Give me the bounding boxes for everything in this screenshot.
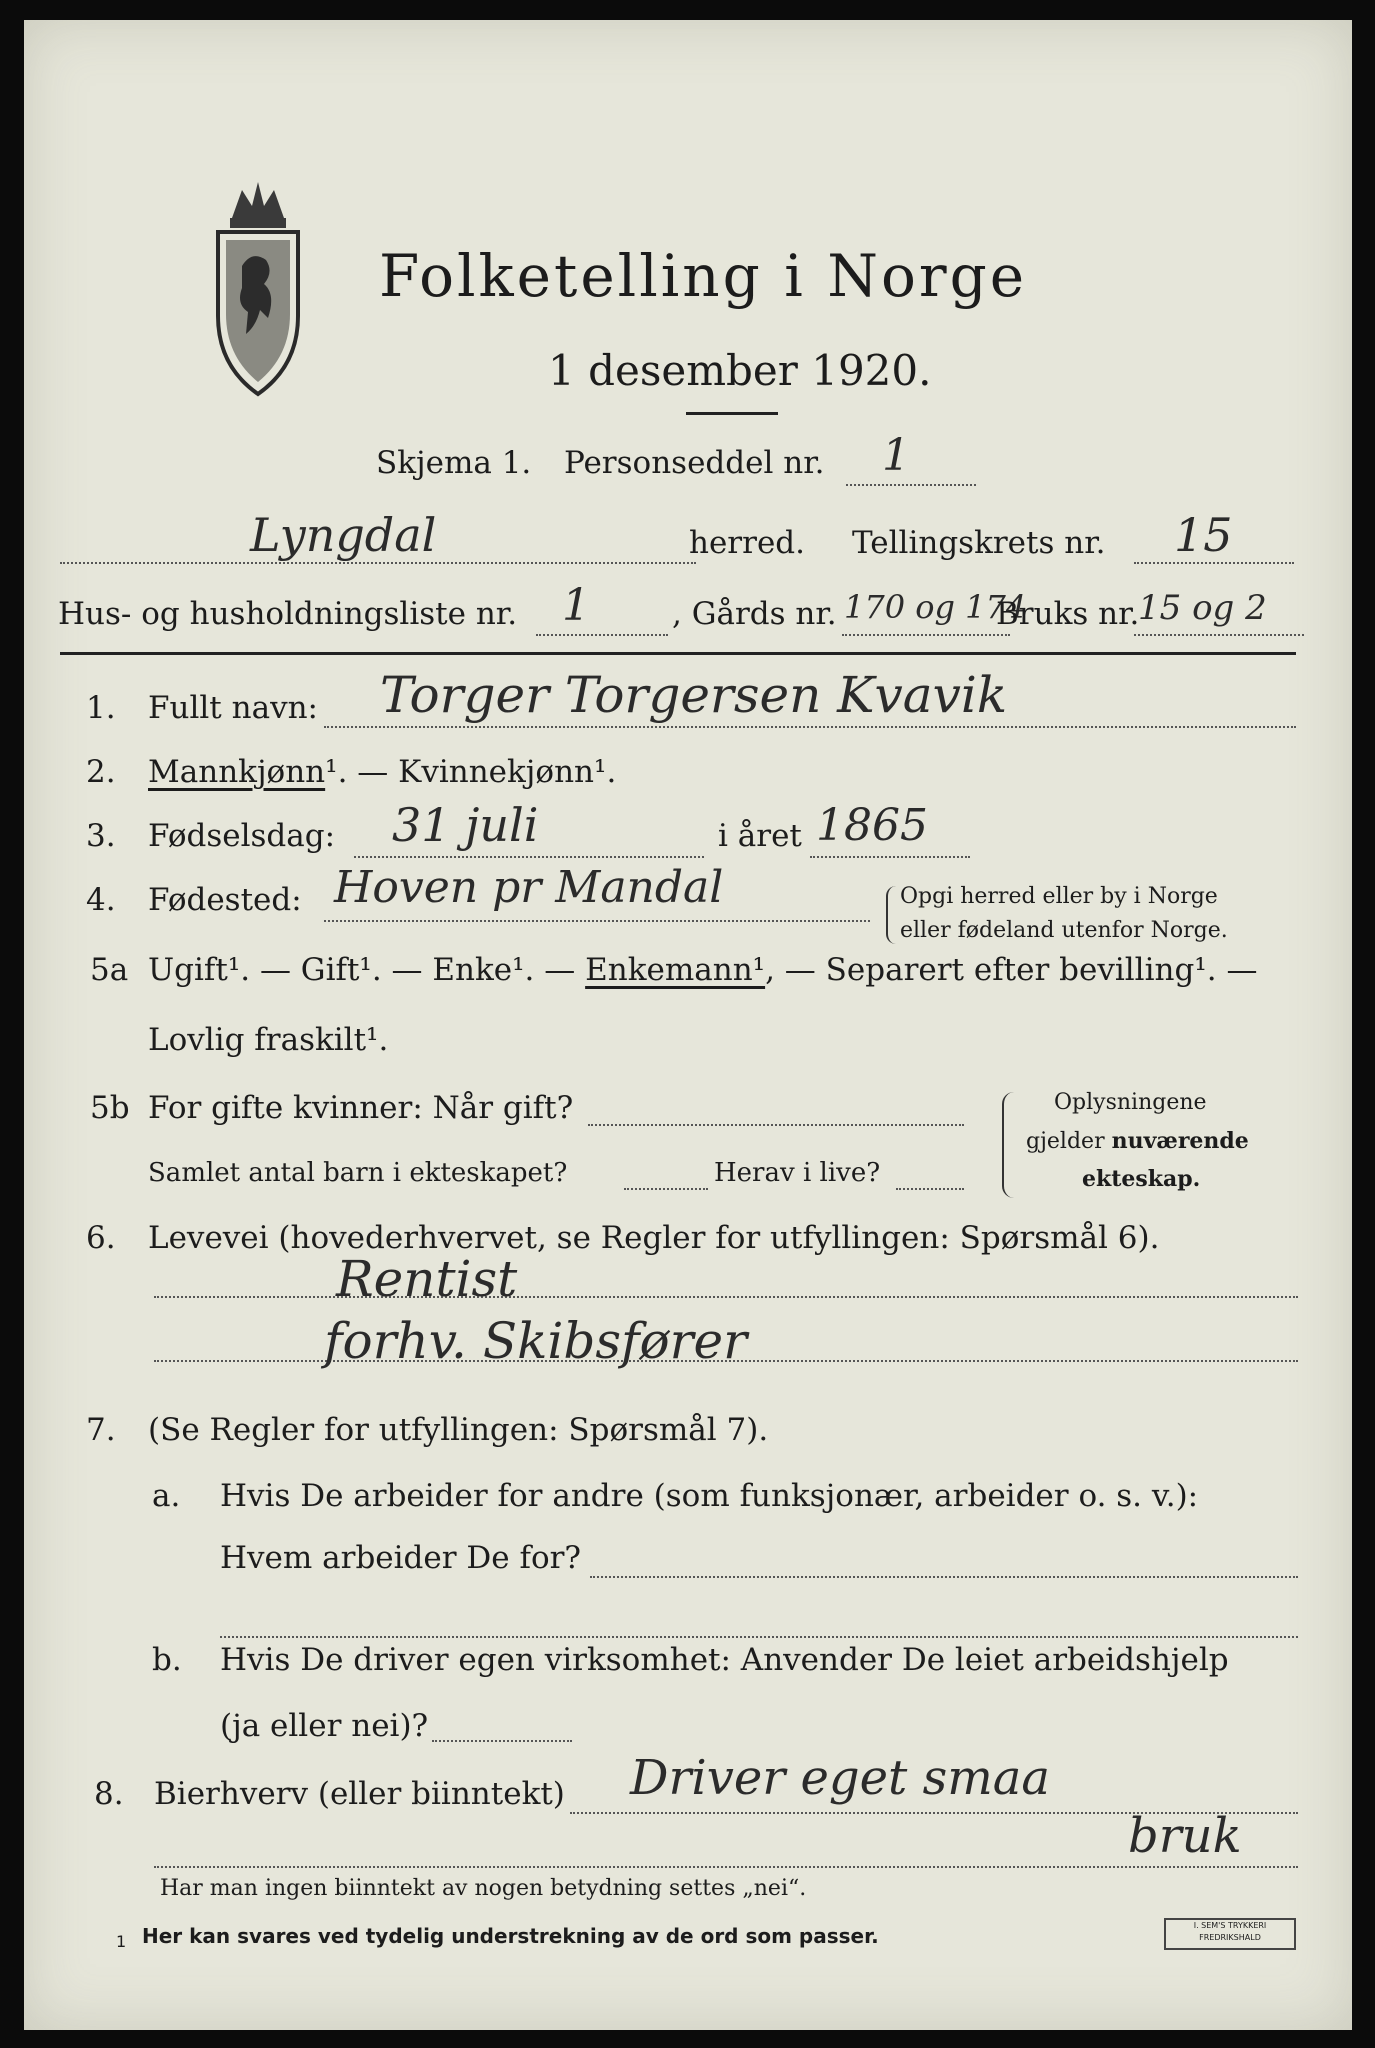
q5b-label-2: Samlet antal barn i ekteskapet? (148, 1158, 568, 1188)
q1-line (324, 726, 1296, 728)
q5a-text (148, 952, 1257, 988)
q6-number: 6. (86, 1220, 116, 1256)
q2-text (148, 754, 616, 790)
q7-label: (Se Regler for utfyllingen: Spørsmål 7). (148, 1412, 769, 1448)
bruks-value[interactable]: 15 og 2 (1138, 588, 1267, 628)
q4-note-line2: eller fødeland utenfor Norge. (900, 918, 1228, 943)
form-title: Folketelling i Norge (379, 242, 1028, 310)
enkemann-option[interactable]: Enkemann¹ (585, 952, 766, 988)
skjema-label: Skjema 1. (376, 445, 532, 481)
printer-stamp: I. SEM'S TRYKKERI FREDRIKSHALD (1164, 1918, 1296, 1950)
q4-number: 4. (86, 882, 116, 918)
q7a-question: Hvem arbeider De for? (220, 1540, 582, 1576)
q5b-married-line (588, 1124, 964, 1126)
q5b-alive-line (896, 1188, 964, 1190)
census-date: 1 desember 1920. (548, 346, 932, 395)
lovlig-fraskilt-option[interactable]: Lovlig fraskilt¹. (148, 1022, 389, 1058)
q8-label: Bierhverv (eller biinntekt) (154, 1776, 565, 1812)
q4-brace (886, 886, 896, 944)
header-divider (60, 652, 1296, 655)
q1-number: 1. (86, 690, 116, 726)
q7a-text: Hvis De arbeider for andre (som funksjonær, arbeider o. s. v.): (220, 1478, 1199, 1514)
q7a-letter: a. (152, 1478, 181, 1514)
husholdningsliste-value[interactable]: 1 (562, 580, 590, 631)
q5a-rest[interactable]: , — Separert efter bevilling¹. — (765, 952, 1258, 988)
q8-line-2 (154, 1866, 1298, 1868)
q5b-brace (1002, 1092, 1014, 1198)
q5b-number: 5b (90, 1090, 130, 1126)
q8-number: 8. (94, 1776, 124, 1812)
q4-value[interactable]: Hoven pr Mandal (334, 862, 724, 913)
personseddel-label: Personseddel nr. (564, 445, 825, 481)
coat-of-arms-icon (212, 176, 304, 410)
bruks-line (1134, 634, 1304, 636)
census-form (24, 20, 1352, 2030)
q7a-line-2 (220, 1636, 1298, 1638)
herred-label: herred. (689, 525, 805, 561)
q8-value-2[interactable]: bruk (1128, 1808, 1242, 1864)
gards-value[interactable]: 170 og 174 (844, 588, 1027, 626)
q3-day-value[interactable]: 31 juli (392, 798, 539, 852)
tellingskrets-line (1134, 562, 1294, 564)
q6-label: Levevei (hovederhvervet, se Regler for utfyllingen: Spørsmål 6). (148, 1220, 1160, 1256)
q2-number: 2. (86, 754, 116, 790)
q4-line (324, 920, 870, 922)
husholdningsliste-label: Hus- og husholdningsliste nr. (58, 596, 518, 632)
q5b-children-line (624, 1188, 708, 1190)
q5b-note-line1: Oplysningene (1054, 1090, 1207, 1115)
q6-line-1 (154, 1296, 1298, 1298)
gards-label: , Gårds nr. (672, 596, 837, 632)
q3-day-line (354, 856, 704, 858)
q5b-note-line3: ekteskap. (1082, 1166, 1201, 1192)
q7b-letter: b. (152, 1642, 182, 1678)
q3-year-line (810, 856, 970, 858)
q6-value-2[interactable]: forhv. Skibsfører (324, 1312, 748, 1370)
herred-value[interactable]: Lyngdal (250, 508, 437, 562)
q1-value[interactable]: Torger Torgersen Kvavik (380, 666, 1008, 724)
q2-separator: ¹. — (325, 754, 399, 790)
q7a-line-1 (590, 1576, 1298, 1578)
q3-label: Fødselsdag: (148, 818, 336, 854)
personseddel-line (846, 484, 976, 486)
q7b-line (432, 1740, 572, 1742)
q5a-options[interactable]: Ugift¹. — Gift¹. — Enke¹. — (148, 952, 586, 988)
personseddel-value[interactable]: 1 (882, 430, 910, 481)
q6-value-1[interactable]: Rentist (336, 1250, 518, 1308)
gards-line (842, 634, 1010, 636)
bruks-label: Bruks nr. (996, 596, 1140, 632)
q5a-number: 5a (90, 952, 129, 988)
q1-label: Fullt navn: (148, 690, 318, 726)
herred-line (60, 562, 696, 564)
q7b-text: Hvis De driver egen virksomhet: Anvender De leiet arbeidshjelp (220, 1642, 1229, 1678)
tellingskrets-value[interactable]: 15 (1174, 508, 1233, 562)
tellingskrets-label: Tellingskrets nr. (852, 525, 1106, 561)
q7b-question: (ja eller nei)? (220, 1708, 429, 1744)
q3-year-label: i året (718, 818, 802, 854)
husholdningsliste-line (536, 634, 668, 636)
q4-note-line1: Opgi herred eller by i Norge (900, 884, 1218, 909)
nei-note: Har man ingen biinntekt av nogen betydning settes „nei“. (160, 1876, 807, 1901)
q5b-label-1: For gifte kvinner: Når gift? (148, 1090, 574, 1126)
footnote-mark: 1 (116, 1932, 127, 1951)
title-divider (686, 412, 778, 415)
q2-end: ¹. (594, 754, 617, 790)
q3-number: 3. (86, 818, 116, 854)
q5b-label-3: Herav i live? (714, 1158, 881, 1188)
q8-value-1[interactable]: Driver eget smaa (630, 1750, 1050, 1806)
kvinnekjonn-option[interactable]: Kvinnekjønn (398, 754, 595, 790)
q7-number: 7. (86, 1412, 116, 1448)
q5b-note-line2: gjelder nuværende (1026, 1128, 1249, 1154)
footnote: Her kan svares ved tydelig understrekning av de ord som passer. (142, 1924, 879, 1948)
q3-year-value[interactable]: 1865 (816, 800, 928, 851)
q4-label: Fødested: (148, 882, 302, 918)
mannkjonn-option[interactable]: Mannkjønn (148, 754, 326, 790)
